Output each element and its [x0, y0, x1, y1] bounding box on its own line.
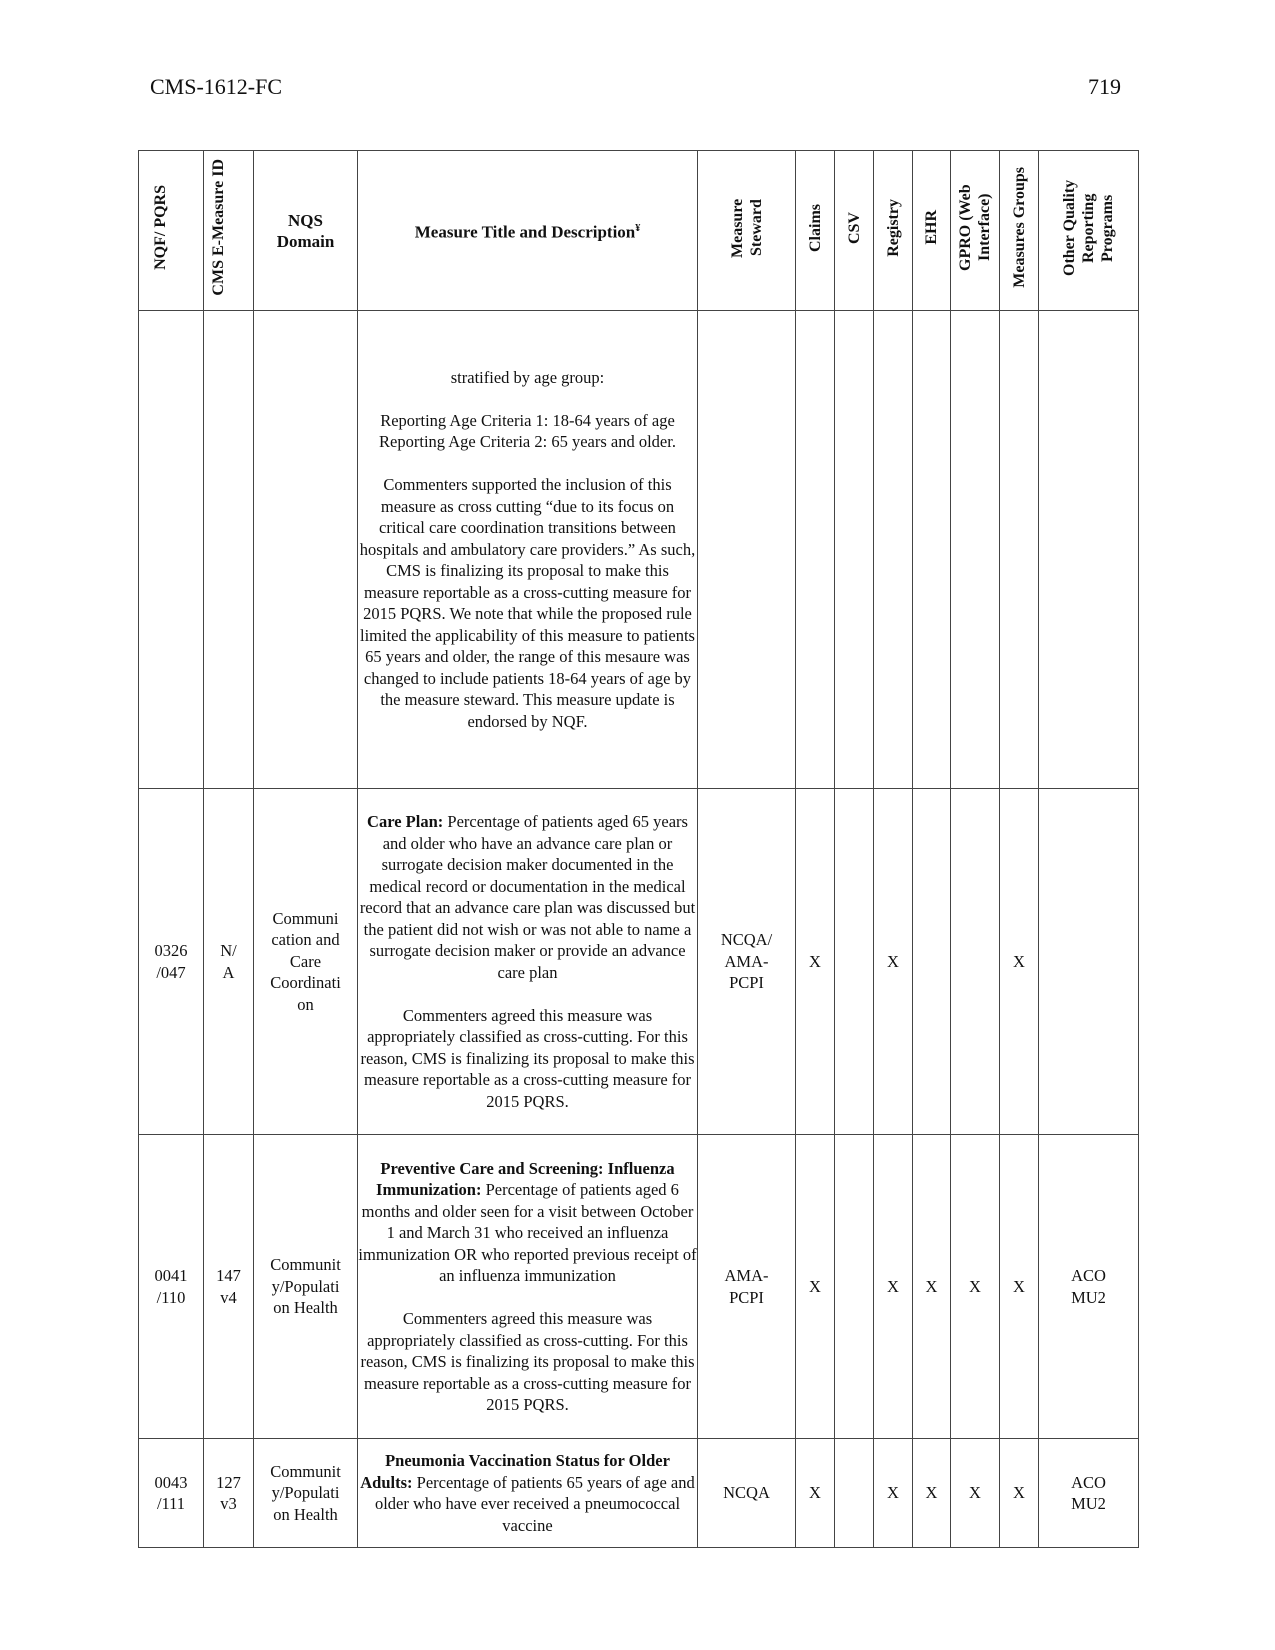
measure-title: Pneumonia Vaccination Status for Older Adults:: [360, 1451, 670, 1492]
header-row: [139, 151, 1139, 311]
nqf-pqrs-cell: 0043 /111: [139, 1439, 204, 1548]
measure-title: Care Plan:: [367, 812, 444, 831]
header-ehr: EHR: [913, 151, 951, 311]
gpro-cell: X: [951, 1135, 1000, 1439]
header-measure-title: Measure Title and Description¥: [358, 151, 698, 311]
nqs-domain-cell: Communit y/Populati on Health: [254, 1439, 358, 1548]
claims-cell: X: [796, 1439, 835, 1548]
continuation-text-1: stratified by age group:: [450, 367, 605, 387]
table-row: [139, 1135, 1139, 1439]
steward-cell: NCQA/ AMA- PCPI: [698, 789, 796, 1135]
measures-table: [138, 150, 1139, 1548]
other-programs-cell: ACO MU2: [1039, 1439, 1139, 1548]
header-cms-emeasure-id: CMS E-Measure ID: [204, 151, 254, 311]
header-csv: CSV: [835, 151, 874, 311]
measure-comment: Commenters agreed this measure was appropriately classified as cross-cutting. For this reason, CMS is finalizing its proposal to make this measure reportable as a cross-cutting measure for 2015 PQRS.: [360, 1005, 695, 1111]
document-id: CMS-1612-FC: [150, 74, 283, 99]
header-gpro: GPRO (Web Interface): [951, 151, 1000, 311]
cms-id-cell: 127 v3: [204, 1439, 254, 1548]
continuation-description: [358, 311, 698, 789]
other-programs-cell: ACO MU2: [1039, 1135, 1139, 1439]
nqs-domain-cell: Communi cation and Care Coordinati on: [254, 789, 358, 1135]
csv-cell: [835, 789, 874, 1135]
measures-groups-cell: X: [1000, 789, 1039, 1135]
csv-cell: [835, 1439, 874, 1548]
measure-description: Percentage of patients aged 65 years and older who have an advance care plan or surrogate decision maker documented in the medical record or documentation in the medical record that an advance care plan was discussed but the patient did not wish or was not able to name a surrogate decision maker or provide an advance care plan: [359, 812, 696, 982]
measures-groups-cell: X: [1000, 1135, 1039, 1439]
nqf-pqrs-cell: 0326 /047: [139, 789, 204, 1135]
cms-id-cell: 147 v4: [204, 1135, 254, 1439]
header-registry: Registry: [874, 151, 913, 311]
continuation-text-2: Reporting Age Criteria 1: 18-64 years of age Reporting Age Criteria 2: 65 years and older.: [379, 410, 676, 452]
yen-mark: ¥: [635, 223, 641, 234]
continuation-text-3: Commenters supported the inclusion of this measure as cross cutting “due to its focus on critical care coordination transitions between hospitals and ambulatory care providers.” As such, CMS is finalizing its proposal to make this measure reportable as a cross-cutting measure for 2015 PQRS. We note that while the proposed rule limited the applicability of this measure to patients 65 years and older, the range of this mesaure was changed to include patients 18-64 years of age by the measure steward. This measure update is endorsed by NQF.: [359, 475, 696, 731]
measure-description: Percentage of patients 65 years of age and older who have ever received a pneumococcal vaccine: [374, 1472, 695, 1535]
measure-comment: Commenters agreed this measure was appropriately classified as cross-cutting. For this reason, CMS is finalizing its proposal to make this measure reportable as a cross-cutting measure for 2015 PQRS.: [360, 1309, 695, 1414]
page-number: 719: [1088, 74, 1121, 99]
other-programs-cell: [1039, 789, 1139, 1135]
ehr-cell: X: [913, 1135, 951, 1439]
table-row-continuation: [139, 311, 1139, 789]
csv-cell: [835, 1135, 874, 1439]
header-measure-steward: Measure Steward: [698, 151, 796, 311]
header-measures-groups: Measures Groups: [1000, 151, 1039, 311]
nqf-pqrs-cell: 0041 /110: [139, 1135, 204, 1439]
header-nqf-pqrs: NQF/ PQRS: [139, 151, 204, 311]
cms-id-cell: N/ A: [204, 789, 254, 1135]
header-other-programs: Other Quality Reporting Programs: [1039, 151, 1139, 311]
measure-title: Preventive Care and Screening: Influenza Immunization:: [376, 1158, 675, 1199]
gpro-cell: [951, 789, 1000, 1135]
ehr-cell: X: [913, 1439, 951, 1548]
registry-cell: X: [874, 789, 913, 1135]
claims-cell: X: [796, 789, 835, 1135]
ehr-cell: [913, 789, 951, 1135]
steward-cell: NCQA: [698, 1439, 796, 1548]
table-row: [139, 1439, 1139, 1548]
gpro-cell: X: [951, 1439, 1000, 1548]
measure-description-cell: [358, 1439, 698, 1548]
table-row: [139, 789, 1139, 1135]
measure-description-cell: [358, 1135, 698, 1439]
registry-cell: X: [874, 1135, 913, 1439]
nqs-domain-cell: Communit y/Populati on Health: [254, 1135, 358, 1439]
measure-description-cell: [358, 789, 698, 1135]
steward-cell: AMA- PCPI: [698, 1135, 796, 1439]
header-nqs-domain: NQS Domain: [254, 151, 358, 311]
measures-groups-cell: X: [1000, 1439, 1039, 1548]
registry-cell: X: [874, 1439, 913, 1548]
header-claims: Claims: [796, 151, 835, 311]
claims-cell: X: [796, 1135, 835, 1439]
measure-description: Percentage of patients aged 6 months and older seen for a visit between October 1 and March 31 who received an influenza immunization OR who reported previous receipt of an influenza immunization: [358, 1180, 697, 1285]
